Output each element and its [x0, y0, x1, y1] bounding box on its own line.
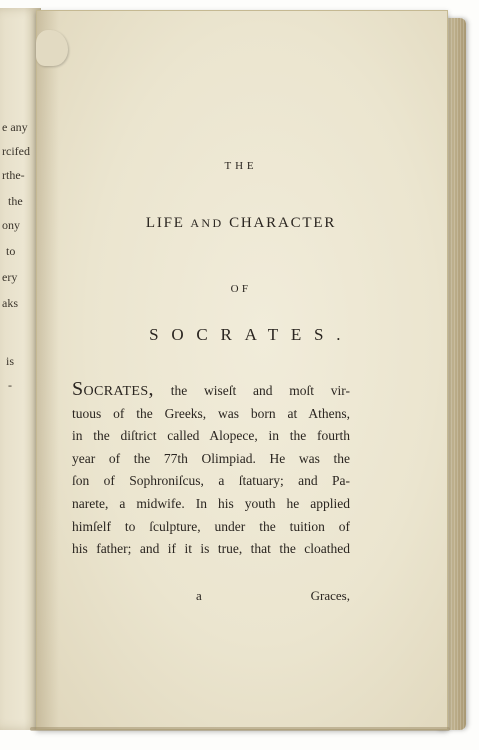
- body-line: ſon of Sophroniſcus, a ſtatuary; and Pa-: [72, 473, 350, 489]
- body-line: tuous of the Greeks, was born at Athens,: [72, 405, 350, 421]
- body-line: his father; and if it is true, that the cloathed: [72, 541, 350, 557]
- dropcap-word: Socrates,: [72, 378, 154, 400]
- title-and: AND: [190, 216, 224, 230]
- title-life: LIFE: [145, 215, 185, 231]
- body-line: year of the 77th Olimpiad. He was the: [72, 450, 350, 466]
- signature-mark: a: [196, 588, 202, 603]
- page-bottom-edge: [30, 727, 450, 731]
- left-page-fragment: to: [6, 244, 16, 258]
- left-page-fragment: e any: [2, 120, 28, 134]
- body-line-1: Socrates, the wiseſt and moſt vir-: [72, 378, 350, 400]
- torn-corner: [36, 30, 68, 66]
- catchword: Graces,: [310, 588, 350, 603]
- left-page-fragment: ony: [2, 218, 20, 232]
- left-page-fragment: -: [8, 378, 12, 392]
- left-page-fragment: is: [6, 354, 15, 368]
- title-character: CHARACTER: [229, 215, 337, 231]
- left-page-fragment: aks: [2, 296, 18, 310]
- body-line: in the diſtrict called Alopece, in the fourth: [72, 428, 350, 444]
- book-page: [36, 10, 448, 730]
- title-of: OF: [230, 283, 252, 295]
- left-page-fragment: rcifed: [2, 144, 30, 158]
- left-page-fragment: rthe-: [2, 168, 25, 182]
- left-facing-page: [0, 8, 41, 730]
- body-text: [72, 378, 350, 561]
- body-line: himſelf to ſculpture, under the tuition of: [72, 518, 350, 534]
- title-the: THE: [224, 160, 258, 172]
- title-socrates: SOCRATES.: [149, 325, 354, 344]
- body-line: narete, a midwife. In his youth he applied: [72, 495, 350, 511]
- left-page-fragment: ery: [2, 270, 18, 284]
- title-life-and-character: [36, 215, 446, 232]
- left-page-fragment: the: [8, 194, 23, 208]
